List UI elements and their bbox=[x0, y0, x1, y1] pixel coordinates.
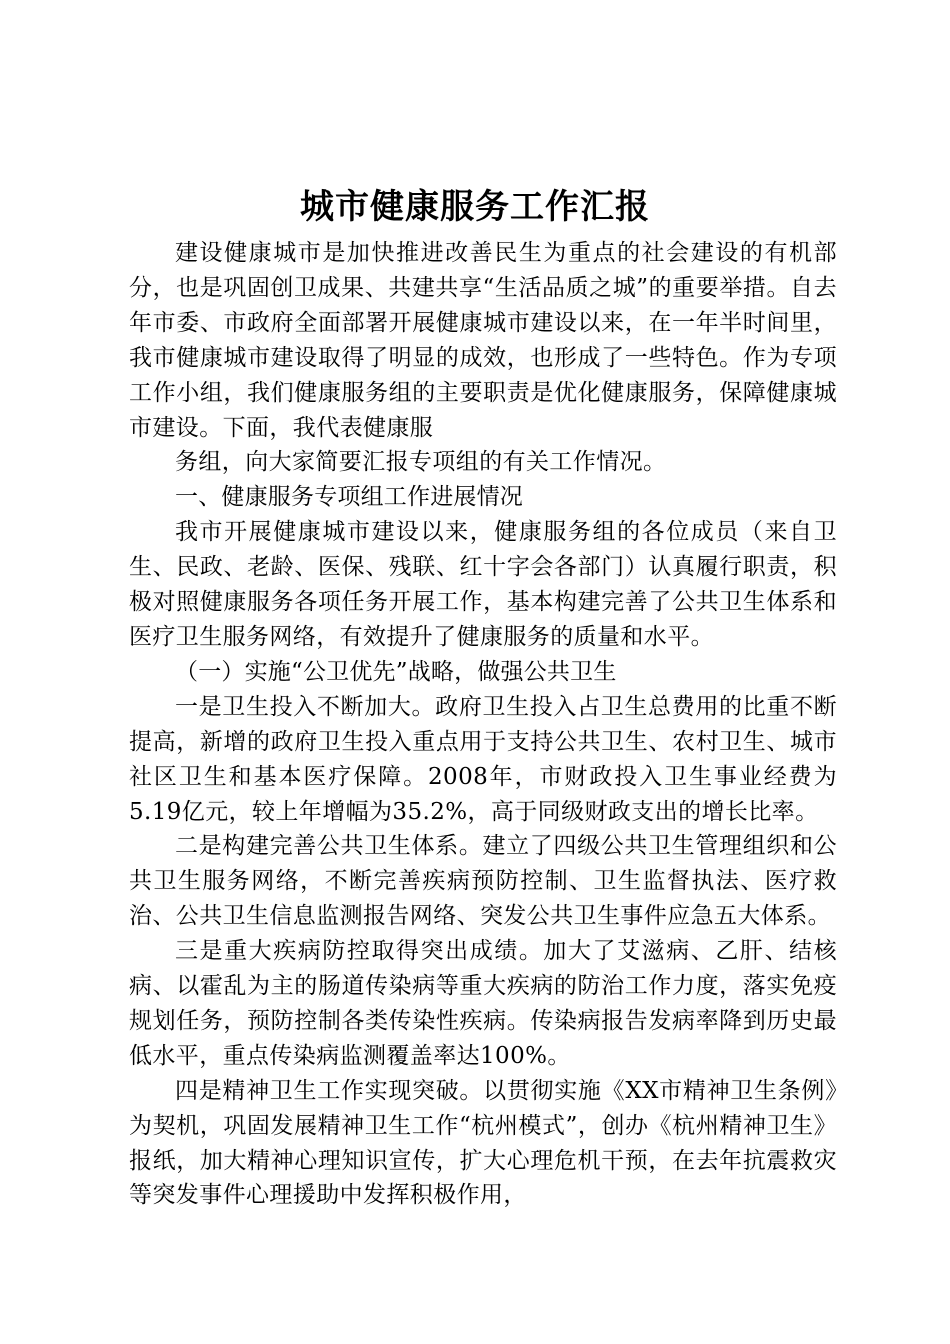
paragraph-point-3: 三是重大疾病防控取得突出成绩。加大了艾滋病、乙肝、结核病、以霍乱为主的肠道传染病等重大疾病的防治工作力度，落实免疫规划任务，预防控制各类传染性疾病。传染病报告发病率降到历史最低水平，重点传染病监测覆盖率达100%。 bbox=[129, 938, 837, 1069]
paragraph-point-1: 一是卫生投入不断加大。政府卫生投入占卫生总费用的比重不断提高，新增的政府卫生投入重点用于支持公共卫生、农村卫生、城市社区卫生和基本医疗保障。2008年，市财政投入卫生事业经费为5.19亿元，较上年增幅为35.2%，高于同级财政支出的增长比率。 bbox=[129, 693, 837, 825]
paragraph-section-1-overview: 我市开展健康城市建设以来，健康服务组的各位成员（来自卫生、民政、老龄、医保、残联、红十字会各部门）认真履行职责，积极对照健康服务各项任务开展工作，基本构建完善了公共卫生体系和医疗卫生服务网络，有效提升了健康服务的质量和水平。 bbox=[129, 519, 837, 650]
document-title: 城市健康服务工作汇报 bbox=[300, 187, 650, 227]
section-heading-1: 一、健康服务专项组工作进展情况 bbox=[175, 484, 523, 511]
paragraph-intro-continued: 务组，向大家简要汇报专项组的有关工作情况。 bbox=[175, 449, 667, 476]
paragraph-intro: 建设健康城市是加快推进改善民生为重点的社会建设的有机部分，也是巩固创卫成果、共建共享“生活品质之城”的重要举措。自去年市委、市政府全面部署开展健康城市建设以来，在一年半时间里，我市健康城市建设取得了明显的成效，也形成了一些特色。作为专项工作小组，我们健康服务组的主要职责是优化健康服务，保障健康城市建设。下面，我代表健康服 bbox=[129, 240, 837, 441]
paragraph-point-2: 二是构建完善公共卫生体系。建立了四级公共卫生管理组织和公共卫生服务网络，不断完善疾病预防控制、卫生监督执法、医疗救治、公共卫生信息监测报告网络、突发公共卫生事件应急五大体系。 bbox=[129, 833, 837, 930]
subsection-heading-1: （一）实施“公卫优先”战略，做强公共卫生 bbox=[175, 658, 617, 685]
paragraph-point-4: 四是精神卫生工作实现突破。以贯彻实施《XX市精神卫生条例》为契机，巩固发展精神卫生工作“杭州模式”，创办《杭州精神卫生》报纸，加大精神心理知识宣传，扩大心理危机干预，在去年抗震救灾等突发事件心理援助中发挥积极作用， bbox=[129, 1077, 837, 1209]
document-body bbox=[129, 236, 837, 1213]
